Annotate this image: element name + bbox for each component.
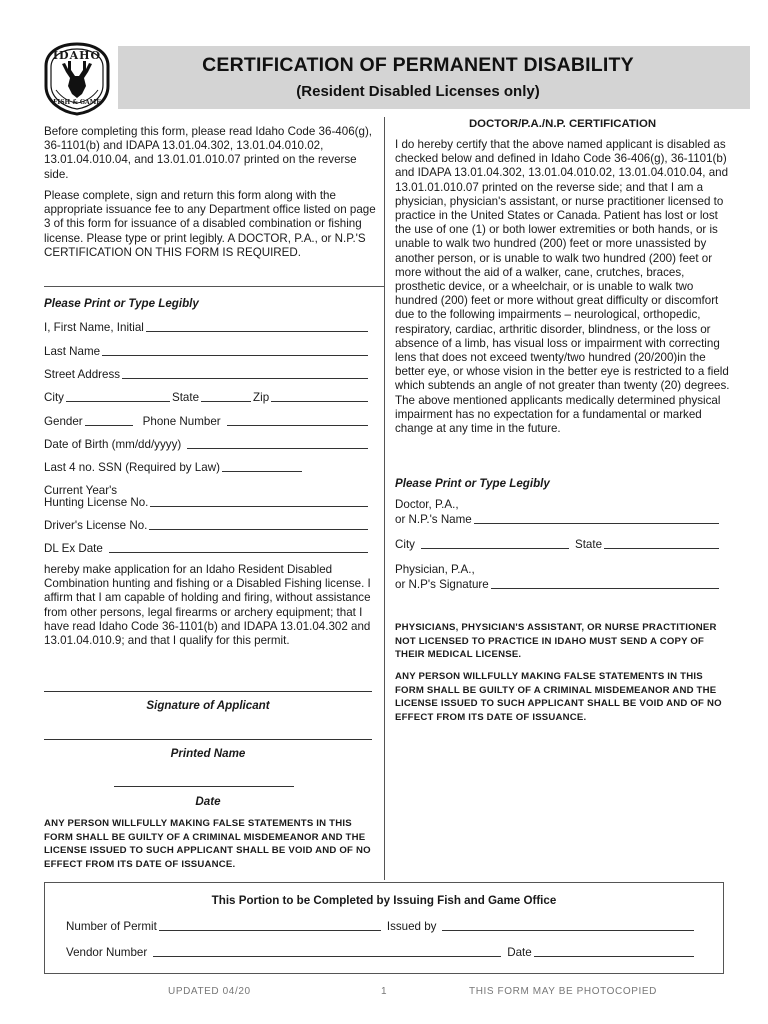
license-notice: PHYSICIANS, PHYSICIAN'S ASSISTANT, OR NURSE PRACTITIONER NOT LICENSED TO PRACTICE IN IDAHO MUST SEND A COPY OF THEIR MEDICAL LICENSE. (395, 622, 717, 661)
doctor-print-legibly-heading: Please Print or Type Legibly (395, 477, 550, 490)
doctor-certification-text: I do hereby certify that the above named applicant is disabled as checked below and defined in Idaho Code 36-406(g), 36-1101(b) and IDAPA 13.01.04.302, 13.01.04.010.02, 13.01.04.010.04, and 13.01.01.010.07 printed on the reverse side; and that I am a physician, physician's assistant, or nurse practitioner licensed to practice in the United States or Canada. Patient has lost or lost the use of one (1) or both lower extremities or both hands, or is unable to walk two hundred (200) feet or more unassisted by another person, or is unable to walk two hundred (200) feet or more without the aid of a walker, cane, crutches, braces, prosthetic device, or a wheelchair, or is unable to walk two hundred (200) feet or more without great difficulty or discomfort due to the following impairments – neurological, orthopedic, respiratory, cardiac, arthritic disorder, blindness, or the loss or absence of a limb, has visual loss or impairment with correcting lens that does not exceed twenty/two hundred (20/200)in the better eye, or whose vision in the better eye is restricted to a field which subtends an angle of not greater than twenty (20) degrees. The above mentioned applicants medically determined physical impairment has no expectation for a fundamental or marked change at any time in the future. (395, 138, 730, 436)
gender-phone-field[interactable] (44, 414, 370, 428)
ssn-line[interactable] (222, 460, 302, 472)
issued-by-label: Issued by (386, 920, 437, 933)
dob-label: Date of Birth (mm/dd/yyyy) (44, 438, 182, 451)
gender-label: Gender (44, 415, 83, 428)
vendor-number-line[interactable] (153, 945, 501, 957)
state-line[interactable] (201, 390, 251, 402)
last-name-line[interactable] (102, 344, 368, 356)
first-name-line[interactable] (146, 320, 368, 332)
applicant-signature-line[interactable] (44, 691, 372, 692)
drivers-license-line[interactable] (149, 518, 368, 530)
logo-text-bottom: FISH & GAME (53, 99, 101, 106)
vendor-number-label: Vendor Number (66, 946, 148, 959)
ssn-label: Last 4 no. SSN (Required by Law) (44, 461, 220, 474)
zip-label: Zip (253, 391, 270, 404)
doctor-state-line[interactable] (604, 537, 719, 549)
physician-signature-field[interactable] (395, 577, 721, 591)
zip-line[interactable] (271, 390, 368, 402)
printed-name-label: Printed Name (170, 747, 246, 760)
intro-paragraph: Before completing this form, please read Idaho Code 36-406(g), 36-1101(b) and IDAPA 13.01.04.302, 13.01.04.010.02, 13.01.04.010.04, and 13.01.01.010.07 printed on the reverse side. (44, 125, 373, 181)
dob-field[interactable] (44, 437, 370, 451)
doctor-city-label: City (395, 538, 415, 551)
vendor-date-field[interactable] (66, 945, 696, 959)
city-line[interactable] (66, 390, 170, 402)
idaho-fish-game-logo (42, 42, 112, 116)
dl-ex-date-label: DL Ex Date (44, 542, 103, 555)
dl-ex-date-line[interactable] (109, 541, 368, 553)
physician-signature-label-2: or N.P's Signature (395, 578, 489, 591)
doctor-name-label-1: Doctor, P.A., (395, 498, 459, 511)
physician-signature-line[interactable] (491, 577, 719, 589)
city-state-zip-field[interactable] (44, 390, 370, 404)
form-title: CERTIFICATION OF PERMANENT DISABILITY (202, 54, 634, 76)
state-label: State (171, 391, 200, 404)
hunting-license-label-2: Hunting License No. (44, 496, 149, 509)
ssn-field[interactable] (44, 460, 304, 474)
doctor-name-field[interactable] (395, 512, 721, 526)
footer-updated: UPDATED 04/20 (168, 986, 251, 997)
physician-signature-label-1: Physician, P.A., (395, 563, 475, 576)
left-section-divider (44, 286, 384, 287)
doctor-name-line[interactable] (474, 512, 719, 524)
date-line[interactable] (114, 786, 294, 787)
drivers-license-field[interactable] (44, 518, 370, 532)
office-date-label: Date (507, 946, 532, 959)
doctor-city-state-field[interactable] (395, 537, 721, 551)
logo-text-top: IDAHO (52, 49, 102, 62)
date-label: Date (195, 795, 221, 808)
street-address-line[interactable] (122, 367, 368, 379)
right-warning: ANY PERSON WILLFULLY MAKING FALSE STATEMENTS IN THIS FORM SHALL BE GUILTY OF A CRIMINAL MISDEMEANOR AND THE LICENSE ISSUED TO SUCH APPLICANT SHALL BE VOID AND OF NO EFFECT FROM ITS DATE OF ISSUANCE. (395, 671, 722, 723)
dob-line[interactable] (187, 437, 368, 449)
print-legibly-heading: Please Print or Type Legibly (44, 297, 199, 310)
permit-number-label: Number of Permit (66, 920, 157, 933)
hunting-license-field[interactable] (44, 495, 370, 509)
last-name-label: Last Name (44, 345, 101, 358)
column-divider (384, 117, 385, 880)
phone-label: Phone Number (142, 415, 221, 428)
doctor-state-label: State (574, 538, 603, 551)
instructions-paragraph: Please complete, sign and return this form along with the appropriate issuance fee to any Department office listed on page 3 of this form for issuance of a disabled combination or fishing license. Please type or print legibly. A DOCTOR, P.A., or N.P.'S CERTIFICATION ON THIS FORM IS REQUIRED. (44, 189, 376, 259)
applicant-signature-label: Signature of Applicant (146, 699, 270, 712)
doctor-certification-heading: DOCTOR/P.A./N.P. CERTIFICATION (468, 118, 657, 130)
gender-line[interactable] (85, 414, 133, 426)
phone-line[interactable] (227, 414, 368, 426)
drivers-license-label: Driver's License No. (44, 519, 148, 532)
printed-name-line[interactable] (44, 739, 372, 740)
left-warning: ANY PERSON WILLFULLY MAKING FALSE STATEMENTS IN THIS FORM SHALL BE GUILTY OF A CRIMINAL MISDEMEANOR AND THE LICENSE ISSUED TO SUCH APPLICANT SHALL BE VOID AND OF NO EFFECT FROM ITS DATE OF ISSUANCE. (44, 818, 371, 870)
doctor-city-line[interactable] (421, 537, 569, 549)
office-date-line[interactable] (534, 945, 694, 957)
street-address-label: Street Address (44, 368, 121, 381)
hunting-license-label-1: Current Year's (44, 484, 118, 497)
city-label: City (44, 391, 64, 404)
hunting-license-line[interactable] (150, 495, 368, 507)
street-address-field[interactable] (44, 367, 370, 381)
form-subtitle: (Resident Disabled Licenses only) (296, 83, 540, 100)
permit-number-line[interactable] (159, 919, 381, 931)
last-name-field[interactable] (44, 344, 370, 358)
first-name-field[interactable] (44, 320, 370, 334)
first-name-label: I, First Name, Initial (44, 321, 144, 334)
footer-page-number: 1 (381, 986, 388, 997)
issued-by-line[interactable] (442, 919, 694, 931)
application-statement: hereby make application for an Idaho Resident Disabled Combination hunting and fishing or a Disabled Fishing license. I affirm that I am capable of holding and firing, without assistance from other persons, legal firearms or archery equipment; that I have read Idaho Code 36-1101(b) and IDAPA 13.01.04.302 and 13.01.04.010.9; and that I qualify for this permit. (44, 563, 371, 648)
permit-issued-field[interactable] (66, 919, 696, 933)
office-use-title: This Portion to be Completed by Issuing Fish and Game Office (211, 894, 557, 907)
footer-photocopy-note: THIS FORM MAY BE PHOTOCOPIED (469, 986, 657, 997)
dl-ex-date-field[interactable] (44, 541, 370, 555)
doctor-name-label-2: or N.P.'s Name (395, 513, 472, 526)
